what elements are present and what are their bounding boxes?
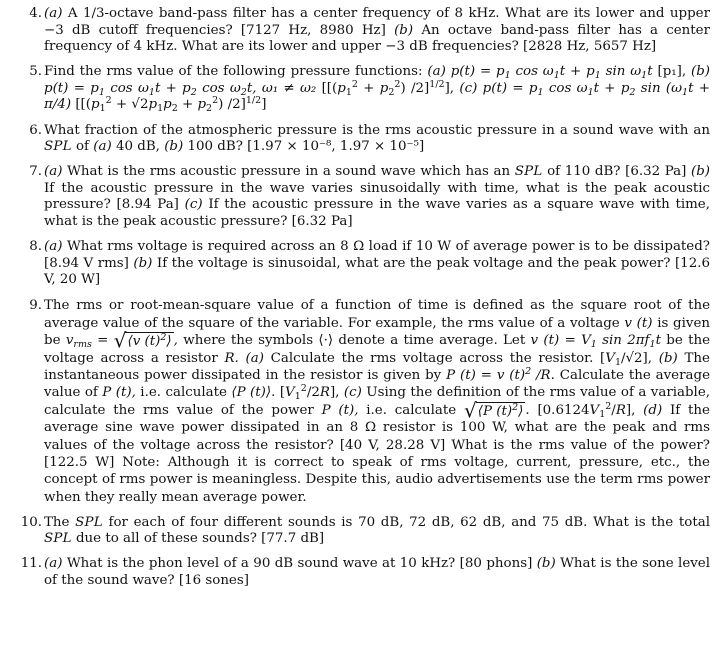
question-text: A 1/3-octave band-pass filter has a center frequency of 8 kHz. What are its lower and upper −3 dB cutoff frequencies? bbox=[44, 6, 710, 38]
question-text: for each of four different sounds is 70 dB, 72 dB, 62 dB, and 75 dB. What is the total bbox=[108, 514, 710, 530]
question-text: Find the rms value of the following pressure functions: bbox=[44, 64, 423, 80]
problem-8 bbox=[14, 239, 710, 289]
part-label: (a) bbox=[245, 350, 264, 366]
math-symbol: P (t), bbox=[321, 402, 359, 418]
question-text: If the average sine wave power dissipated in an 8 Ω resistor is 100 W, what are the peak and rms values of the voltage across the resistor? bbox=[44, 402, 710, 453]
answer: [6.32 Pa] bbox=[291, 214, 353, 230]
problem-4 bbox=[14, 6, 710, 56]
answer: [1.97 × 10⁻⁸, 1.97 × 10⁻⁵] bbox=[247, 139, 425, 155]
part-label: (b) bbox=[690, 164, 711, 180]
answer: [p₁] bbox=[657, 64, 682, 80]
question-text: of 110 dB? bbox=[547, 164, 621, 180]
answer: [7127 Hz, 8980 Hz] bbox=[240, 22, 386, 38]
part-label: (a) bbox=[44, 6, 63, 21]
problem-number: 4. bbox=[29, 6, 42, 21]
question-text: What fraction of the atmospheric pressure is the rms acoustic pressure in a sound wave with an bbox=[44, 122, 710, 138]
part-label: (a) bbox=[44, 556, 63, 572]
note: Note: Although it is correct to speak of rms voltage, current, pressure, etc., the concept of rms power is meaningless. Despite this, audio advertisements use the term rms power when they really mean average power. bbox=[44, 455, 710, 505]
problem-number: 9. bbox=[29, 298, 42, 314]
part-label: (b) bbox=[658, 350, 678, 366]
equation: v $(t) = V_1$ $\sin 2\pi f_1t$ bbox=[530, 333, 661, 351]
part-label: (a) bbox=[93, 139, 112, 155]
question-text: What is the rms value of the power? bbox=[451, 437, 710, 453]
question-text: Calculate the average value of bbox=[44, 368, 710, 401]
equation: √⟨P $(t)^2⟩$ . bbox=[464, 398, 530, 423]
answer: [8.94 Pa] bbox=[116, 197, 179, 213]
problem-number: 5. bbox=[29, 64, 42, 80]
equation: $p(t) = p_1$ $\cos \omega_1t + p_2$ $\cos \omega_2t$, bbox=[44, 80, 257, 98]
part-label: (c) bbox=[459, 80, 478, 96]
question-text: An octave band-pass filter has a center frequency of 4 kHz. What are its lower and upper −3 dB frequencies? bbox=[44, 22, 710, 55]
question-text: is given be bbox=[44, 315, 710, 349]
question-text: Calculate the rms voltage across the resistor. bbox=[270, 350, 594, 366]
spl-term: SPL bbox=[514, 164, 543, 180]
problem-9 bbox=[14, 297, 710, 506]
answer: [[$(p_1^2 + p_2^2)$ /2]$^{1/2}$], bbox=[321, 78, 455, 98]
question-text: What is the sone level of the sound wave? bbox=[44, 556, 711, 589]
question-text: If the acoustic pressure in the wave varies as a square wave with time, what is the peak acoustic pressure? bbox=[44, 197, 710, 230]
part-label: (b) bbox=[164, 139, 184, 155]
math-symbol: v (t) bbox=[624, 315, 653, 331]
spl-term: SPL bbox=[44, 139, 72, 155]
question-text: Using the definition of the rms value of a variable, calculate the rms value of the power bbox=[44, 385, 711, 418]
problem-list bbox=[14, 6, 710, 590]
question-text: 100 dB? bbox=[187, 139, 243, 155]
problem-number: 6. bbox=[29, 122, 42, 138]
question-text: be the voltage across a resistor bbox=[44, 333, 711, 366]
question-text: 40 dB, bbox=[115, 139, 160, 155]
question-text: What rms voltage is required across an 8 Ω load if 10 W of average power is to be dissipated? bbox=[66, 239, 710, 255]
part-label: (b) bbox=[394, 22, 414, 38]
question-text: The rms or root-mean-square value of a function of time is defined as the square root of the average value of the square of the variable. For example, the rms value of a voltage bbox=[44, 298, 710, 331]
part-label: (c) bbox=[343, 385, 362, 401]
part-label: (a) bbox=[44, 239, 63, 255]
answer: [80 phons] bbox=[459, 556, 533, 572]
answer: [122.5 W] bbox=[44, 455, 115, 471]
problem-number: 8. bbox=[29, 239, 42, 255]
answer: [40 V, 28.28 V] bbox=[339, 437, 446, 453]
problem-number: 10. bbox=[20, 514, 42, 530]
question-text: due to all of these sounds? bbox=[75, 531, 257, 547]
question-text: of bbox=[75, 139, 89, 155]
equation: $v_{rms}$ = √⟨v $(t)^2⟩$ , bbox=[65, 328, 178, 353]
part-label: (a) bbox=[427, 64, 446, 80]
question-text: The bbox=[44, 514, 70, 530]
question-text: What is the phon level of a 90 dB sound wave at 10 kHz? bbox=[66, 556, 456, 572]
problem-11 bbox=[14, 556, 710, 589]
problem-number: 11. bbox=[20, 556, 42, 572]
problem-10 bbox=[14, 515, 710, 548]
math-symbol: P (t), bbox=[102, 385, 136, 401]
question-text: i.e. calculate bbox=[366, 402, 457, 418]
question-text: If the voltage is sinusoidal, what are the peak voltage and the peak power? bbox=[156, 255, 671, 271]
part-label: (b) bbox=[690, 64, 711, 80]
part-label: (c) bbox=[184, 197, 203, 213]
equation: $p(t) = p_1$ $\cos \omega_1t + p_1$ $\sin \omega_1t$ bbox=[450, 64, 653, 82]
answer: $[V_1^2/2R]$, bbox=[279, 383, 340, 403]
spl-term: SPL bbox=[44, 531, 72, 547]
answer: [[$(p_1^2 + √2p_1p_2 + p_2^2)$ /2]$^{1/2}$] bbox=[75, 95, 267, 115]
spl-term: SPL bbox=[75, 514, 103, 530]
question-text: i.e. calculate bbox=[140, 385, 227, 401]
answer: [8.94 V rms] bbox=[44, 255, 129, 271]
problem-5: 5. Find the rms value of the following pressure functions: (a) $p(t) = p_1$ $\cos \omega_1t + p_1$ $\sin \omega_1t$ [p₁], (b) $p(t) = p_1$ $\cos \omega_1t + p_2$ $\cos \omega_2t$, ω₁ ≠ ω₂ [[$(p_1^2 + p_2^2)$ /2]$^{1/2}$], (c) $p(t) = p_1$ $\cos \omega_1t + p_2$ $\sin (\omega_1t + \pi/4) [[(p_1^2 + √2p_1p_2 + p_2^2)$ /2]$^{1/2}$] bbox=[14, 64, 710, 114]
answer: $[V_1/√2]$, bbox=[600, 350, 653, 368]
equation: ⟨P (t)⟩. bbox=[231, 385, 276, 401]
condition: ω₁ ≠ ω₂ bbox=[261, 80, 317, 96]
part-label: (d) bbox=[643, 402, 663, 418]
part-label: (b) bbox=[133, 255, 153, 271]
problem-7 bbox=[14, 164, 710, 230]
answer: [2828 Hz, 5657 Hz] bbox=[523, 39, 657, 55]
answer: [16 sones] bbox=[178, 573, 249, 589]
equation: P (t) = v $(t)^2$ /R. bbox=[446, 366, 555, 384]
part-label: (b) bbox=[536, 556, 556, 572]
question-text: If the acoustic pressure in the wave varies sinusoidally with time, what is the peak acoustic pressure? bbox=[44, 180, 710, 213]
answer: [12.6 V, 20 W] bbox=[44, 255, 710, 288]
question-text: What is the rms acoustic pressure in a sound wave which has an bbox=[67, 164, 511, 180]
question-text: The instantaneous power dissipated in the resistor is given by bbox=[44, 350, 710, 384]
question-text: where the symbols ⟨·⟩ denote a time average. Let bbox=[183, 333, 526, 349]
problem-number: 7. bbox=[29, 164, 42, 180]
part-label: (a) bbox=[44, 164, 63, 180]
answer: [77.7 dB] bbox=[261, 531, 325, 547]
problem-6 bbox=[14, 123, 710, 156]
answer: $[0.6124V_1^2/R]$, bbox=[537, 400, 636, 420]
resistor-symbol: R. bbox=[224, 350, 239, 366]
answer: [6.32 Pa] bbox=[625, 164, 687, 180]
equation: $p(t) = p_1$ $\cos \omega_1t + p_2$ $\sin (\omega_1t + \pi/4)$ bbox=[44, 80, 710, 113]
